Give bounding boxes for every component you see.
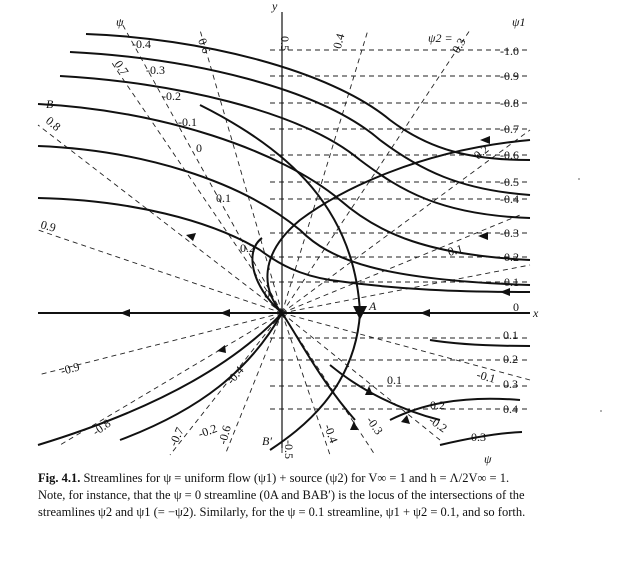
header-psi1: ψ1 xyxy=(512,15,526,29)
psi2-label: 0.5 xyxy=(278,36,292,51)
psi1-values xyxy=(500,44,519,416)
psi1-label: -0.5 xyxy=(500,175,519,189)
psi1-label: 0.3 xyxy=(503,377,518,391)
psi1-label: -0.4 xyxy=(500,192,519,206)
psi2-dashed-rays xyxy=(38,20,530,455)
psi-label: 0.2 xyxy=(430,398,445,412)
point-a-label: A xyxy=(369,299,377,313)
axis-y-label: y xyxy=(272,0,278,13)
psi1-label: -1.0 xyxy=(500,44,519,58)
psi2-dashed-ray xyxy=(282,313,440,440)
psi2-label: 0.4 xyxy=(329,32,348,51)
psi2-label: -0.7 xyxy=(166,425,187,449)
point-bprime-label: B′ xyxy=(262,434,272,448)
scan-speck xyxy=(600,410,602,412)
bottom-psi-symbol: ψ xyxy=(484,452,492,466)
psi2-label: -0.1 xyxy=(475,367,498,386)
psi2-label: 0.2 xyxy=(470,141,492,163)
psi-label: -0.4 xyxy=(223,363,247,387)
psi1-label: -0.8 xyxy=(500,96,519,110)
psi2-label: -0.2 xyxy=(426,412,450,436)
psi1-label: 0 xyxy=(513,300,519,314)
psi2-label: 0.9 xyxy=(39,217,58,235)
psi2-label: 0.7 xyxy=(111,57,132,79)
psi-label: 0 xyxy=(264,287,270,301)
psi1-label: -0.6 xyxy=(500,148,519,162)
figure-number: Fig. 4.1. xyxy=(38,471,81,485)
psi2-dashed-ray xyxy=(282,313,530,380)
psi2-label: -0.3 xyxy=(363,413,386,438)
psi-label: 0.1 xyxy=(387,373,402,387)
psi1-label: 0.2 xyxy=(503,352,518,366)
psi2-label: -0.4 xyxy=(321,422,341,445)
psi2-label: -0.5 xyxy=(282,440,296,459)
psi-label: 0 xyxy=(196,141,202,155)
psi2-dashed-ray xyxy=(38,125,282,313)
psi1-label: -0.2 xyxy=(500,250,519,264)
psi-label: -0.3 xyxy=(146,63,165,77)
caption-text: Streamlines for ψ = uniform flow (ψ1) + source (ψ2) for V∞ = 1 and h = Λ/2V∞ = 1. Note, for instance, that the ψ = 0 streamline (0A and BAB′) is the locus of the intersections of the streamlines ψ2 and ψ1 (= −ψ2). Similarly, for the ψ = 0.1 streamline, ψ1 + ψ2 = 0.1, and so forth. xyxy=(38,471,526,519)
psi1-label: -0.9 xyxy=(500,69,519,83)
streamline-upper-1 xyxy=(86,34,530,163)
psi2-dashed-ray xyxy=(282,215,520,313)
psi-label: -0.2 xyxy=(162,89,181,103)
psi-label: 0.2 xyxy=(240,241,255,255)
psi2-label: 0.1 xyxy=(446,241,465,259)
psi-label: -0.4 xyxy=(132,37,151,51)
figure-caption xyxy=(38,470,538,521)
psi2-dashed-ray xyxy=(120,20,282,313)
point-b-label: B xyxy=(46,97,54,111)
psi2-label: -0.6 xyxy=(215,423,234,446)
psi1-label: 0.4 xyxy=(503,402,518,416)
psi2-dashed-ray xyxy=(200,30,282,313)
psi1-label: -0.3 xyxy=(500,226,519,240)
psi-label: -0.1 xyxy=(178,115,197,129)
psi2-dashed-ray xyxy=(282,313,330,455)
psi2-label: 0.8 xyxy=(43,113,64,134)
streamline-lower-1 xyxy=(282,313,355,420)
psi-label: -0.2 xyxy=(196,421,219,441)
psi2-label: -0.8 xyxy=(89,416,114,439)
header-psi2: ψ2 = xyxy=(428,31,453,45)
streamline-dividing xyxy=(200,105,360,450)
psi1-label: 0.1 xyxy=(503,328,518,342)
psi1-label: -0.1 xyxy=(500,275,519,289)
axis-x-label: x xyxy=(533,306,539,320)
psi-label: 0.1 xyxy=(216,191,231,205)
streamline-lower-2 xyxy=(38,313,282,445)
header-psi: ψ xyxy=(116,15,124,29)
psi2-label: -0.9 xyxy=(59,359,82,378)
psi2-label: 0.3 xyxy=(448,35,469,56)
scan-speck xyxy=(578,178,580,180)
psi2-label: 0.6 xyxy=(195,36,214,56)
psi-label: 0.3 xyxy=(471,430,486,444)
psi1-label: -0.7 xyxy=(500,122,519,136)
